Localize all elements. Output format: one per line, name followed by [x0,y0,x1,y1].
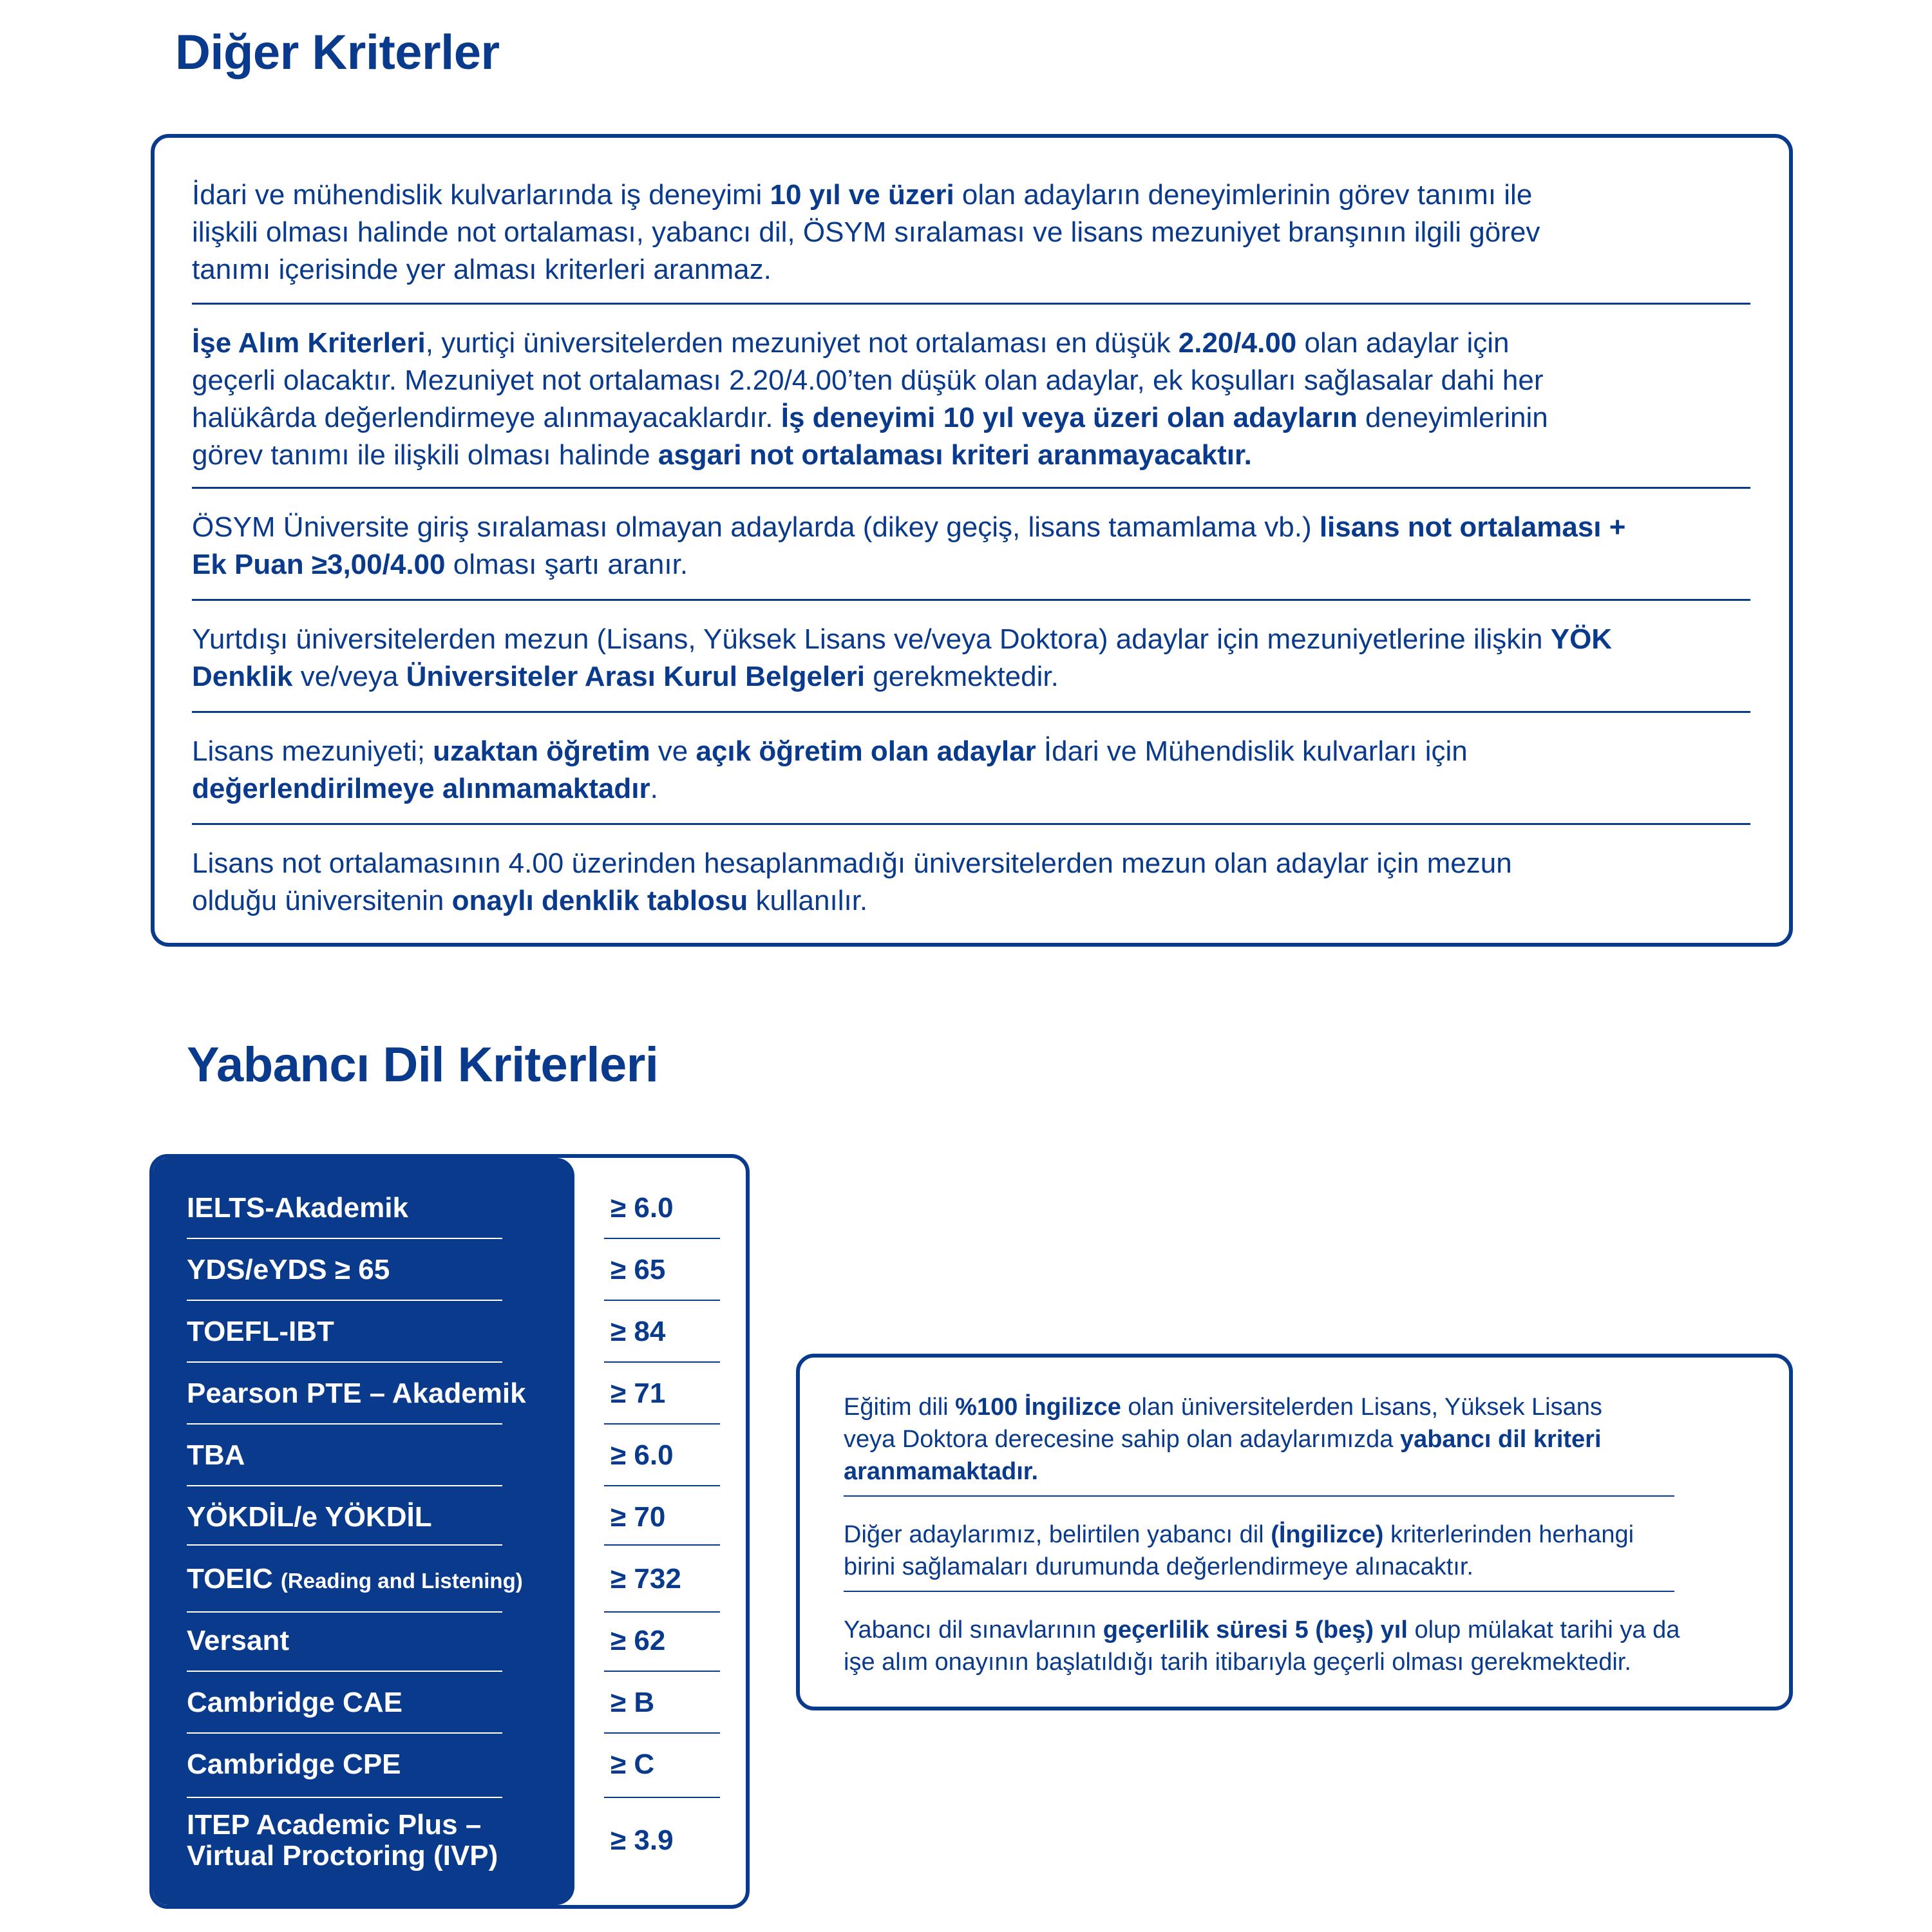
exam-score: ≥ 84 [611,1316,666,1347]
language-criteria-table [149,1154,750,1909]
exam-name: Cambridge CPE [187,1748,401,1780]
row-divider [604,1671,720,1672]
criteria-paragraph-abroad: Yurtdışı üniversitelerden mezun (Lisans, Yüksek Lisans ve/veya Doktora) adaylar için mezuniyetlerine ilişkin YÖK Denklik ve/veya Üniversiteler Arası Kurul Belgeleri gerekmektedir. [192,623,1613,692]
row-divider [187,1797,502,1798]
exam-name: Versant [187,1625,289,1656]
exam-name: YDS/eYDS ≥ 65 [187,1254,390,1285]
exam-name: IELTS-Akademik [187,1192,408,1224]
row-divider [604,1611,720,1613]
row-divider [187,1238,502,1239]
section-title-other-criteria: Diğer Kriterler [175,25,500,80]
divider [844,1495,1674,1497]
row-divider [604,1732,720,1734]
criteria-paragraph-experience: İdari ve mühendislik kulvarlarında iş deneyimi 10 yıl ve üzeri olan adayların deneyimlerinin görev tanımı ile ilişkili olması halinde not ortalaması, yabancı dil, ÖSYM sıralaması ve lisans mezuniyet branşının ilgili görev tanımı içerisinde yer alması kriterleri aranmaz. [192,179,1540,285]
row-divider [187,1300,502,1301]
row-divider [604,1423,720,1425]
exam-name: TBA [187,1439,245,1471]
divider [844,1591,1674,1592]
divider [192,487,1750,489]
row-divider [187,1611,502,1613]
exam-score: ≥ 62 [611,1625,666,1656]
exam-score: ≥ 3.9 [611,1824,674,1856]
criteria-paragraph-gpa-scale: Lisans not ortalamasının 4.00 üzerinden hesaplanmadığı üniversitelerden mezun olan adaylar için mezun olduğu üniversitenin onaylı denklik tablosu kullanılır. [192,848,1512,916]
exam-name: TOEFL-IBT [187,1316,334,1347]
other-criteria-box [151,134,1793,947]
exam-score: ≥ 732 [611,1563,681,1595]
exam-score: ≥ B [611,1687,655,1718]
exam-score: ≥ 65 [611,1254,666,1285]
row-divider [604,1797,720,1798]
exam-name: Pearson PTE – Akademik [187,1378,526,1409]
criteria-paragraph-distance: Lisans mezuniyeti; uzaktan öğretim ve açık öğretim olan adaylar İdari ve Mühendislik kulvarları için değerlendirilmeye alınmamaktadır. [192,735,1468,804]
note-english-education: Eğitim dili %100 İngilizce olan üniversitelerden Lisans, Yüksek Lisans veya Doktora derecesine sahip olan adaylarımızda yabancı dil kriteri aranmamaktadır. [844,1394,1602,1485]
divider [192,823,1750,825]
criteria-paragraph-hiring: İşe Alım Kriterleri, yurtiçi üniversitelerden mezuniyet not ortalaması en düşük 2.20/4.00 olan adaylar için geçerli olacaktır. Mezuniyet not ortalaması 2.20/4.00’ten düşük olan adaylar, ek koşulları sağlasalar dahi her halükârda değerlendirmeye alınmayacaklardır. İş deneyimi 10 yıl veya üzeri olan adayların deneyimlerinin görev tanımı ile ilişkili olması halinde asgari not ortalaması kriteri aranmayacaktır. [192,327,1548,471]
exam-name: Cambridge CAE [187,1687,402,1718]
exam-name: YÖKDİL/e YÖKDİL [187,1501,432,1533]
row-divider [187,1732,502,1734]
exam-name: ITEP Academic Plus – Virtual Proctoring (IVP) [187,1809,498,1871]
divider [192,303,1750,305]
exam-score: ≥ 6.0 [611,1192,674,1224]
language-notes-box [796,1354,1793,1710]
exam-score: ≥ 6.0 [611,1439,674,1471]
row-divider [187,1544,502,1546]
row-divider [604,1361,720,1363]
row-divider [187,1485,502,1486]
row-divider [187,1423,502,1425]
exam-name-note: (Reading and Listening) [280,1569,523,1593]
row-divider [187,1361,502,1363]
divider [192,599,1750,601]
section-title-language-criteria: Yabancı Dil Kriterleri [187,1037,659,1092]
note-other-candidates: Diğer adaylarımız, belirtilen yabancı dil (İngilizce) kriterlerinden herhangi birini sağlamaları durumunda değerlendirmeye alınacaktır. [844,1521,1634,1580]
note-validity-period: Yabancı dil sınavlarının geçerlilik süresi 5 (beş) yıl olup mülakat tarihi ya da işe alım onayının başlatıldığı tarih itibarıyla geçerli olması gerekmektedir. [844,1616,1680,1676]
row-divider [187,1671,502,1672]
criteria-paragraph-osym: ÖSYM Üniversite giriş sıralaması olmayan adaylarda (dikey geçiş, lisans tamamlama vb.) lisans not ortalaması + Ek Puan ≥3,00/4.00 olması şartı aranır. [192,511,1626,580]
exam-name: TOEIC (Reading and Listening) [187,1563,523,1595]
exam-score: ≥ 70 [611,1501,666,1533]
row-divider [604,1238,720,1239]
exam-score: ≥ C [611,1748,655,1780]
exam-score: ≥ 71 [611,1378,666,1409]
row-divider [604,1485,720,1486]
divider [192,711,1750,713]
row-divider [604,1544,720,1546]
row-divider [604,1300,720,1301]
